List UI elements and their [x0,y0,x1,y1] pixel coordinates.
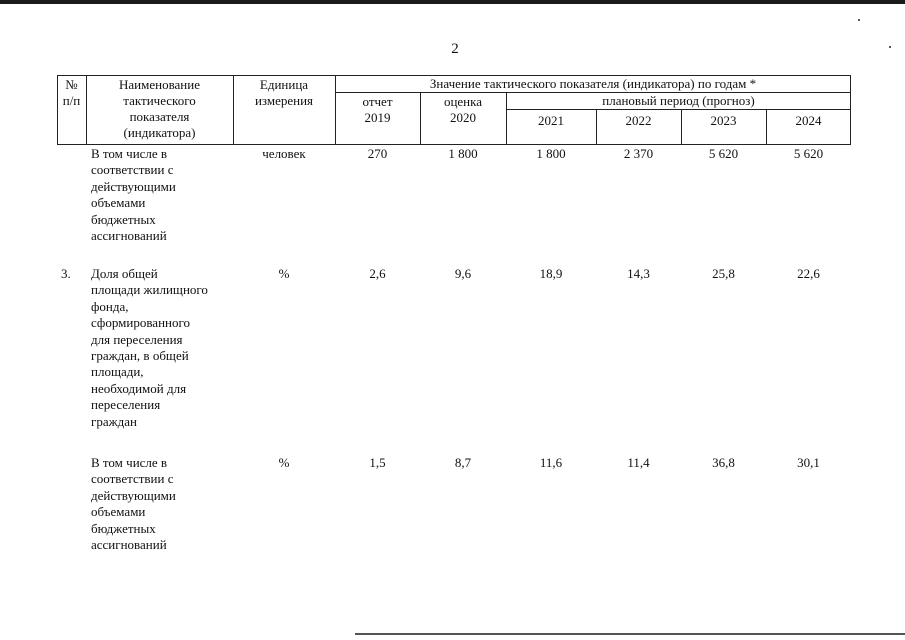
value-2023: 5 620 [708,146,739,161]
value-2019: 1,5 [369,455,386,470]
value-2023: 25,8 [712,266,735,281]
header-col-name: Наименование тактического показателя (индикатора) [119,77,200,140]
header-col-estimate: оценка 2020 [443,94,483,125]
header-col-unit: Единица измерения [254,77,314,108]
header-divider [506,109,851,110]
header-col-report: отчет 2019 [362,94,393,125]
row-number: 3. [61,266,71,281]
unit-cell: человек [262,146,306,161]
scan-top-border [0,0,905,4]
unit-cell: % [278,455,290,470]
value-2024: 30,1 [797,455,820,470]
scan-speck [858,19,860,21]
value-2022: 2 370 [623,146,654,161]
value-2019: 270 [367,146,388,161]
indicator-name: В том числе в соответствии с действующими объемами бюджетных ассигнований [91,455,176,553]
value-2020: 8,7 [454,455,472,470]
value-2023: 36,8 [712,455,735,470]
value-2022: 11,4 [627,455,650,470]
header-values-title: Значение тактического показателя (индикатора) по годам * [429,76,757,91]
unit-cell: % [278,266,290,281]
indicator-name: В том числе в соответствии с действующими объемами бюджетных ассигнований [91,146,176,244]
page-number: 2 [451,41,459,57]
indicator-name: Доля общей площади жилищного фонда, сформированного для переселения граждан, в общей площади, необходимой для переселения граждан [91,266,208,429]
value-2021: 1 800 [536,146,566,161]
header-year-2023: 2023 [710,113,737,128]
value-2024: 22,6 [797,266,820,281]
header-planned-title: плановый период (прогноз) [602,93,755,108]
value-2019: 2,6 [369,266,386,281]
value-2020: 9,6 [454,266,472,281]
header-year-2022: 2022 [625,113,652,128]
value-2022: 14,3 [627,266,650,281]
value-2021: 18,9 [539,266,563,281]
value-2021: 11,6 [539,455,563,470]
header-year-2024: 2024 [795,113,822,128]
header-col-number: № п/п [62,77,81,108]
value-2024: 5 620 [793,146,824,161]
value-2020: 1 800 [448,146,478,161]
scan-speck [889,46,891,48]
header-year-2021: 2021 [538,113,564,128]
scan-bottom-line [355,633,905,635]
